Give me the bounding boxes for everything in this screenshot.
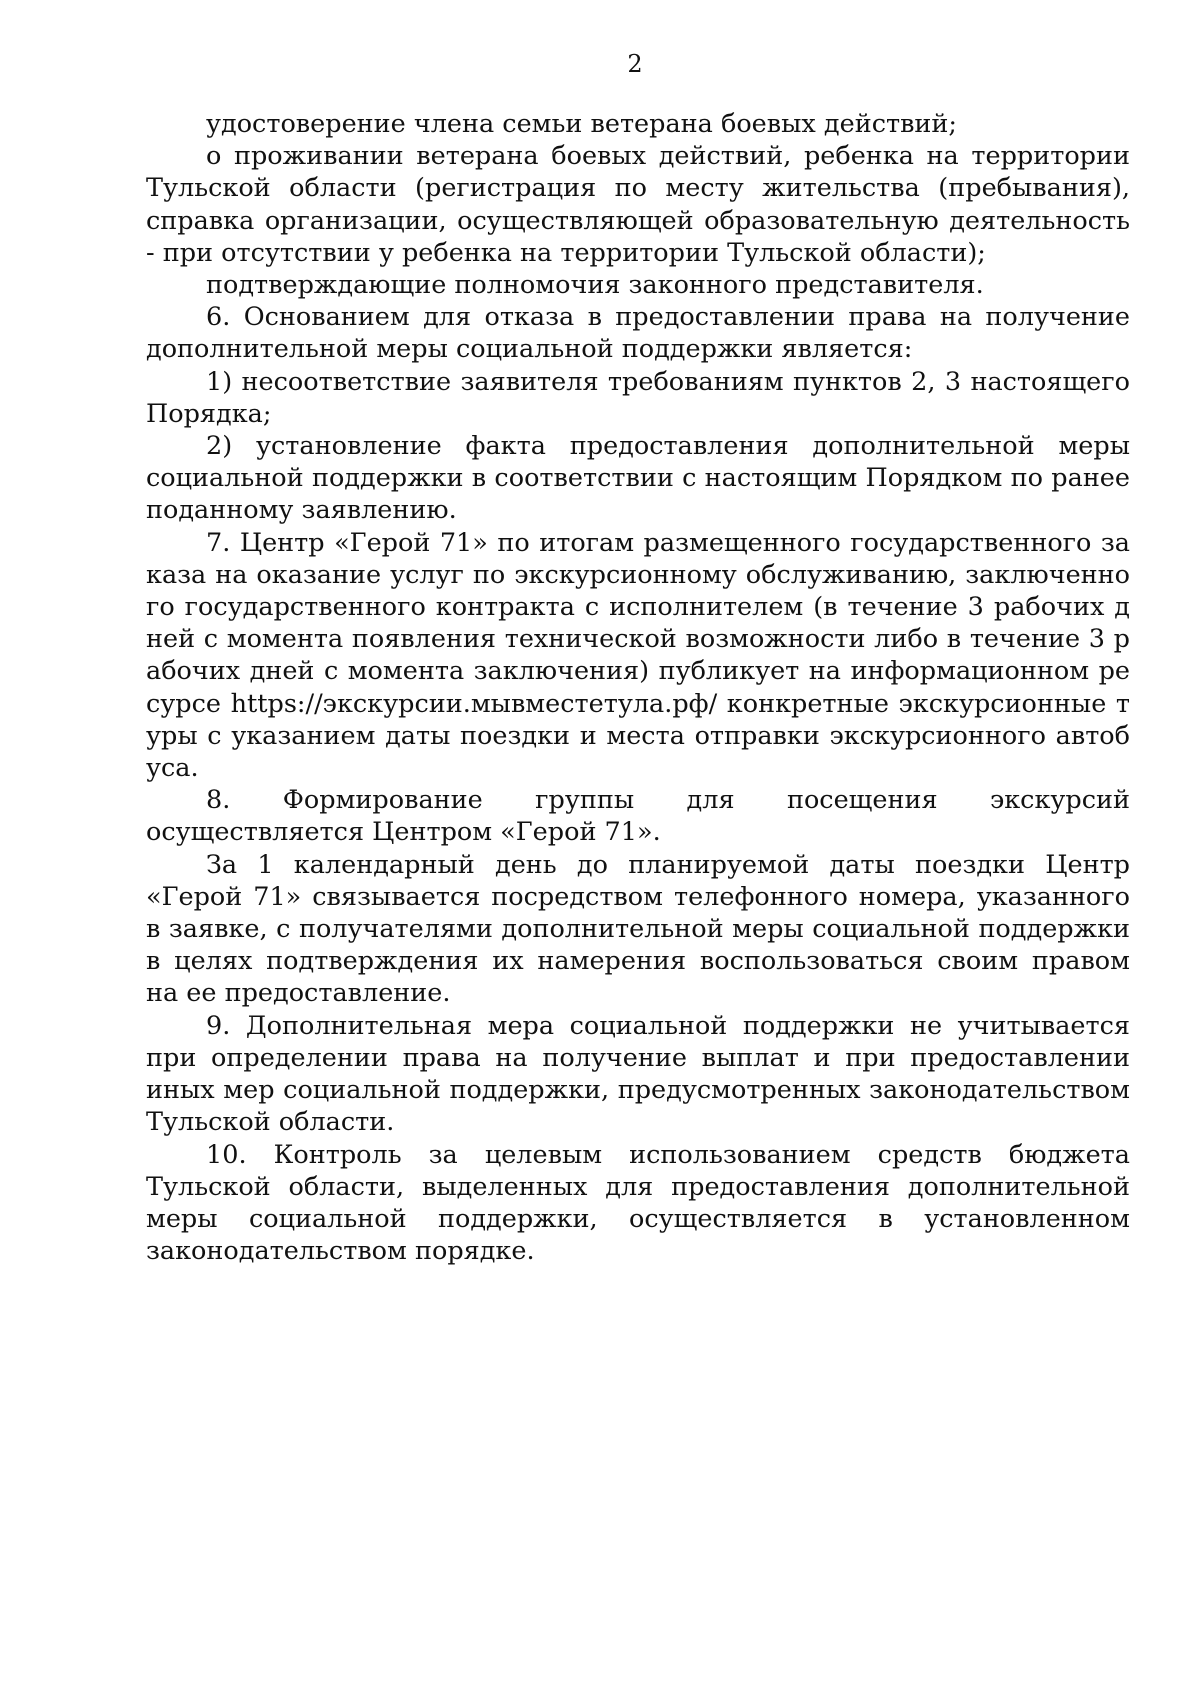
paragraph-contact-recipients: За 1 календарный день до планируемой даты поездки Центр «Герой 71» связывается посредством телефонного номера, указанного в заявке, с получателями дополнительной меры социальной поддержки в целях подтверждения их намерения воспользоваться своим правом на ее предоставление.: [146, 849, 1130, 1009]
paragraph-refusal-grounds: 6. Основанием для отказа в предоставлении права на получение дополнительной меры социальной поддержки является:: [146, 302, 1130, 365]
paragraph-refusal-item-2: 2) установление факта предоставления дополнительной меры социальной поддержки в соответствии с настоящим Порядком по ранее поданному заявлению.: [146, 431, 1130, 526]
paragraph-center-publishes-tours: 7. Центр «Герой 71» по итогам размещенного государственного заказа на оказание услуг по экскурсионному обслуживанию, заключенного государственного контракта с исполнителем (в течение 3 рабочих дней с момента появления технической возможности либо в течение 3 рабочих дней с момента заключения) публикует на информационном ресурсе https://экскурсии.мывместетула.рф/ конкретные экскурсионные туры с указанием даты поездки и места отправки экскурсионного автобуса.: [146, 527, 1130, 784]
paragraph-not-counted: 9. Дополнительная мера социальной поддержки не учитывается при определении права на получение выплат и при предоставлении иных мер социальной поддержки, предусмотренных законодательством Тульской области.: [146, 1010, 1130, 1138]
paragraph-group-formation: 8. Формирование группы для посещения экскурсий осуществляется Центром «Герой 71».: [146, 785, 1130, 848]
paragraph-representative-authority: подтверждающие полномочия законного представителя.: [206, 270, 984, 301]
paragraph-veteran-family-certificate: удостоверение члена семьи ветерана боевых действий;: [206, 109, 958, 139]
paragraph-budget-control: 10. Контроль за целевым использованием средств бюджета Тульской области, выделенных для предоставления дополнительной меры социальной поддержки, осуществляется в установленном законодательством порядке.: [146, 1139, 1130, 1267]
paragraph-residence-proof: о проживании ветерана боевых действий, ребенка на территории Тульской области (регистрация по месту жительства (пребывания), справка организации, осуществляющей образовательную деятельность - при отсутствии у ребенка на территории Тульской области);: [146, 141, 1130, 268]
paragraph-refusal-item-1: 1) несоответствие заявителя требованиям пунктов 2, 3 настоящего Порядка;: [146, 366, 1130, 429]
page-number: 2: [627, 50, 643, 78]
document-body: [146, 108, 1130, 1267]
